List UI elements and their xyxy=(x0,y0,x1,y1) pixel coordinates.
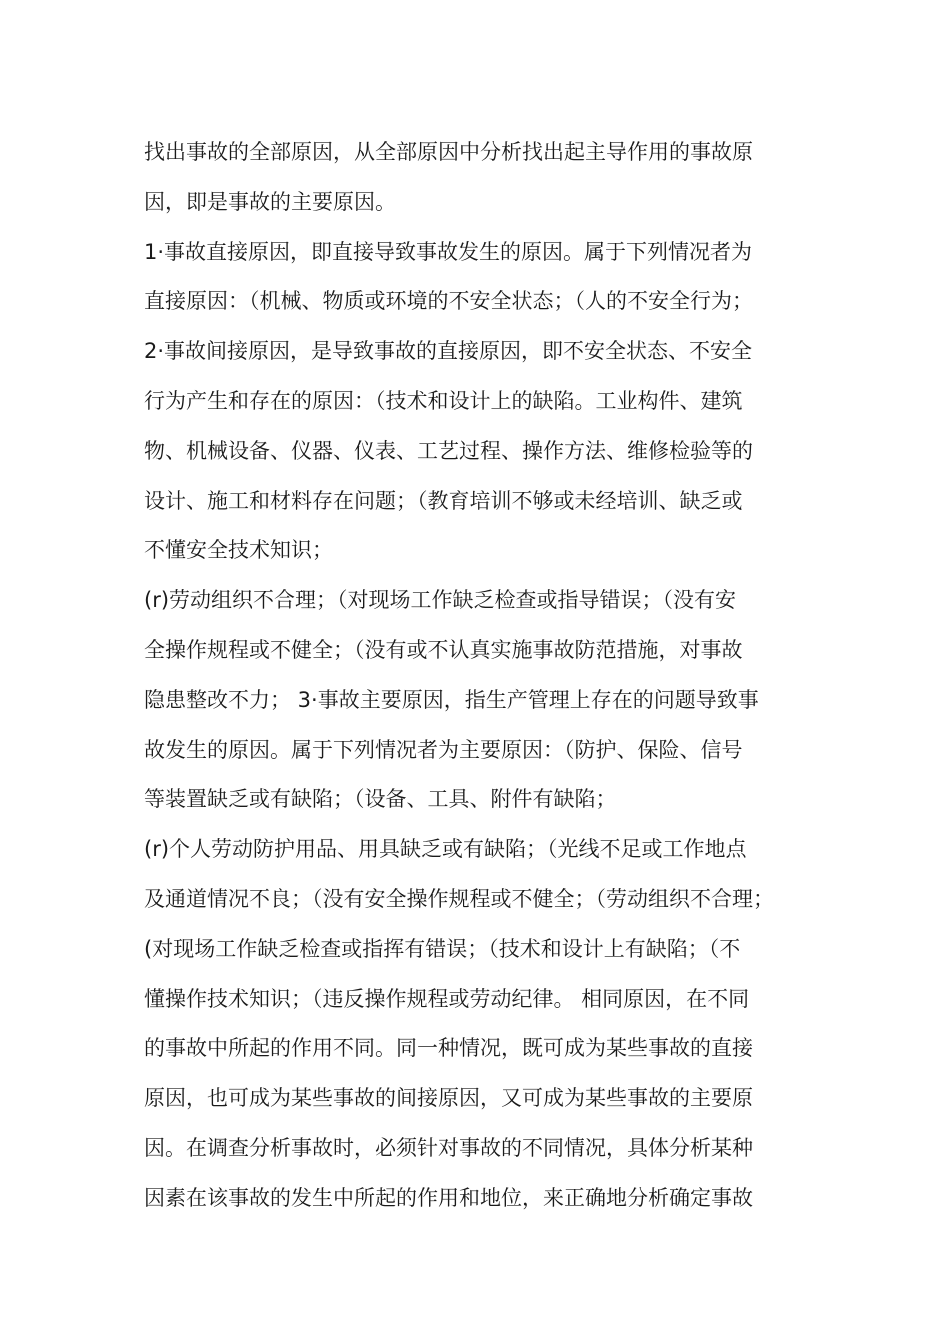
text-line-4: 直接原因：（机械、物质或环境的不安全状态；（人的不安全行为； xyxy=(144,289,753,314)
text-line-5: 2·事故间接原因，是导致事故的直接原因，即不安全状态、不安全 xyxy=(144,339,753,364)
text-line-20: 原因，也可成为某些事故的间接原因，又可成为某些事故的主要原 xyxy=(144,1086,753,1111)
text-line-18: 懂操作技术知识；（违反操作规程或劳动纪律。 相同原因，在不同 xyxy=(144,986,750,1011)
text-line-15: (r)个人劳动防护用品、用具缺乏或有缺陷；（光线不足或工作地点 xyxy=(144,837,747,862)
text-line-12: 隐患整改不力； 3·事故主要原因，指生产管理上存在的问题导致事 xyxy=(144,687,759,712)
text-line-1: 找出事故的全部原因，从全部原因中分析找出起主导作用的事故原 xyxy=(144,140,753,164)
text-line-17: (对现场工作缺乏检查或指挥有错误；（技术和设计上有缺陷；（不 xyxy=(144,936,741,961)
text-line-6: 行为产生和存在的原因：（技术和设计上的缺陷。工业构件、建筑 xyxy=(144,388,743,413)
text-line-16: 及通道情况不良；（没有安全操作规程或不健全；（劳动组织不合理； xyxy=(144,886,774,911)
text-line-7: 物、机械设备、仪器、仪表、工艺过程、操作方法、维修检验等的 xyxy=(144,438,753,463)
text-line-21: 因。在调查分析事故时，必须针对事故的不同情况，具体分析某种 xyxy=(144,1135,753,1160)
text-line-3: 1·事故直接原因，即直接导致事故发生的原因。属于下列情况者为 xyxy=(144,239,753,264)
body-text xyxy=(144,128,824,1224)
text-line-19: 的事故中所起的作用不同。同一种情况，既可成为某些事故的直接 xyxy=(144,1036,753,1061)
text-line-9: 不懂安全技术知识； xyxy=(144,538,333,563)
text-line-13: 故发生的原因。属于下列情况者为主要原因：（防护、保险、信号 xyxy=(144,737,743,762)
text-line-2: 因，即是事故的主要原因。 xyxy=(144,189,396,214)
text-line-8: 设计、施工和材料存在问题；（教育培训不够或未经培训、缺乏或 xyxy=(144,488,743,513)
text-line-10: (r)劳动组织不合理；（对现场工作缺乏检查或指导错误；（没有安 xyxy=(144,588,737,613)
text-line-11: 全操作规程或不健全；（没有或不认真实施事故防范措施，对事故 xyxy=(144,637,743,662)
text-line-14: 等装置缺乏或有缺陷；（设备、工具、附件有缺陷； xyxy=(144,787,617,812)
text-line-22: 因素在该事故的发生中所起的作用和地位，来正确地分析确定事故 xyxy=(144,1185,753,1210)
